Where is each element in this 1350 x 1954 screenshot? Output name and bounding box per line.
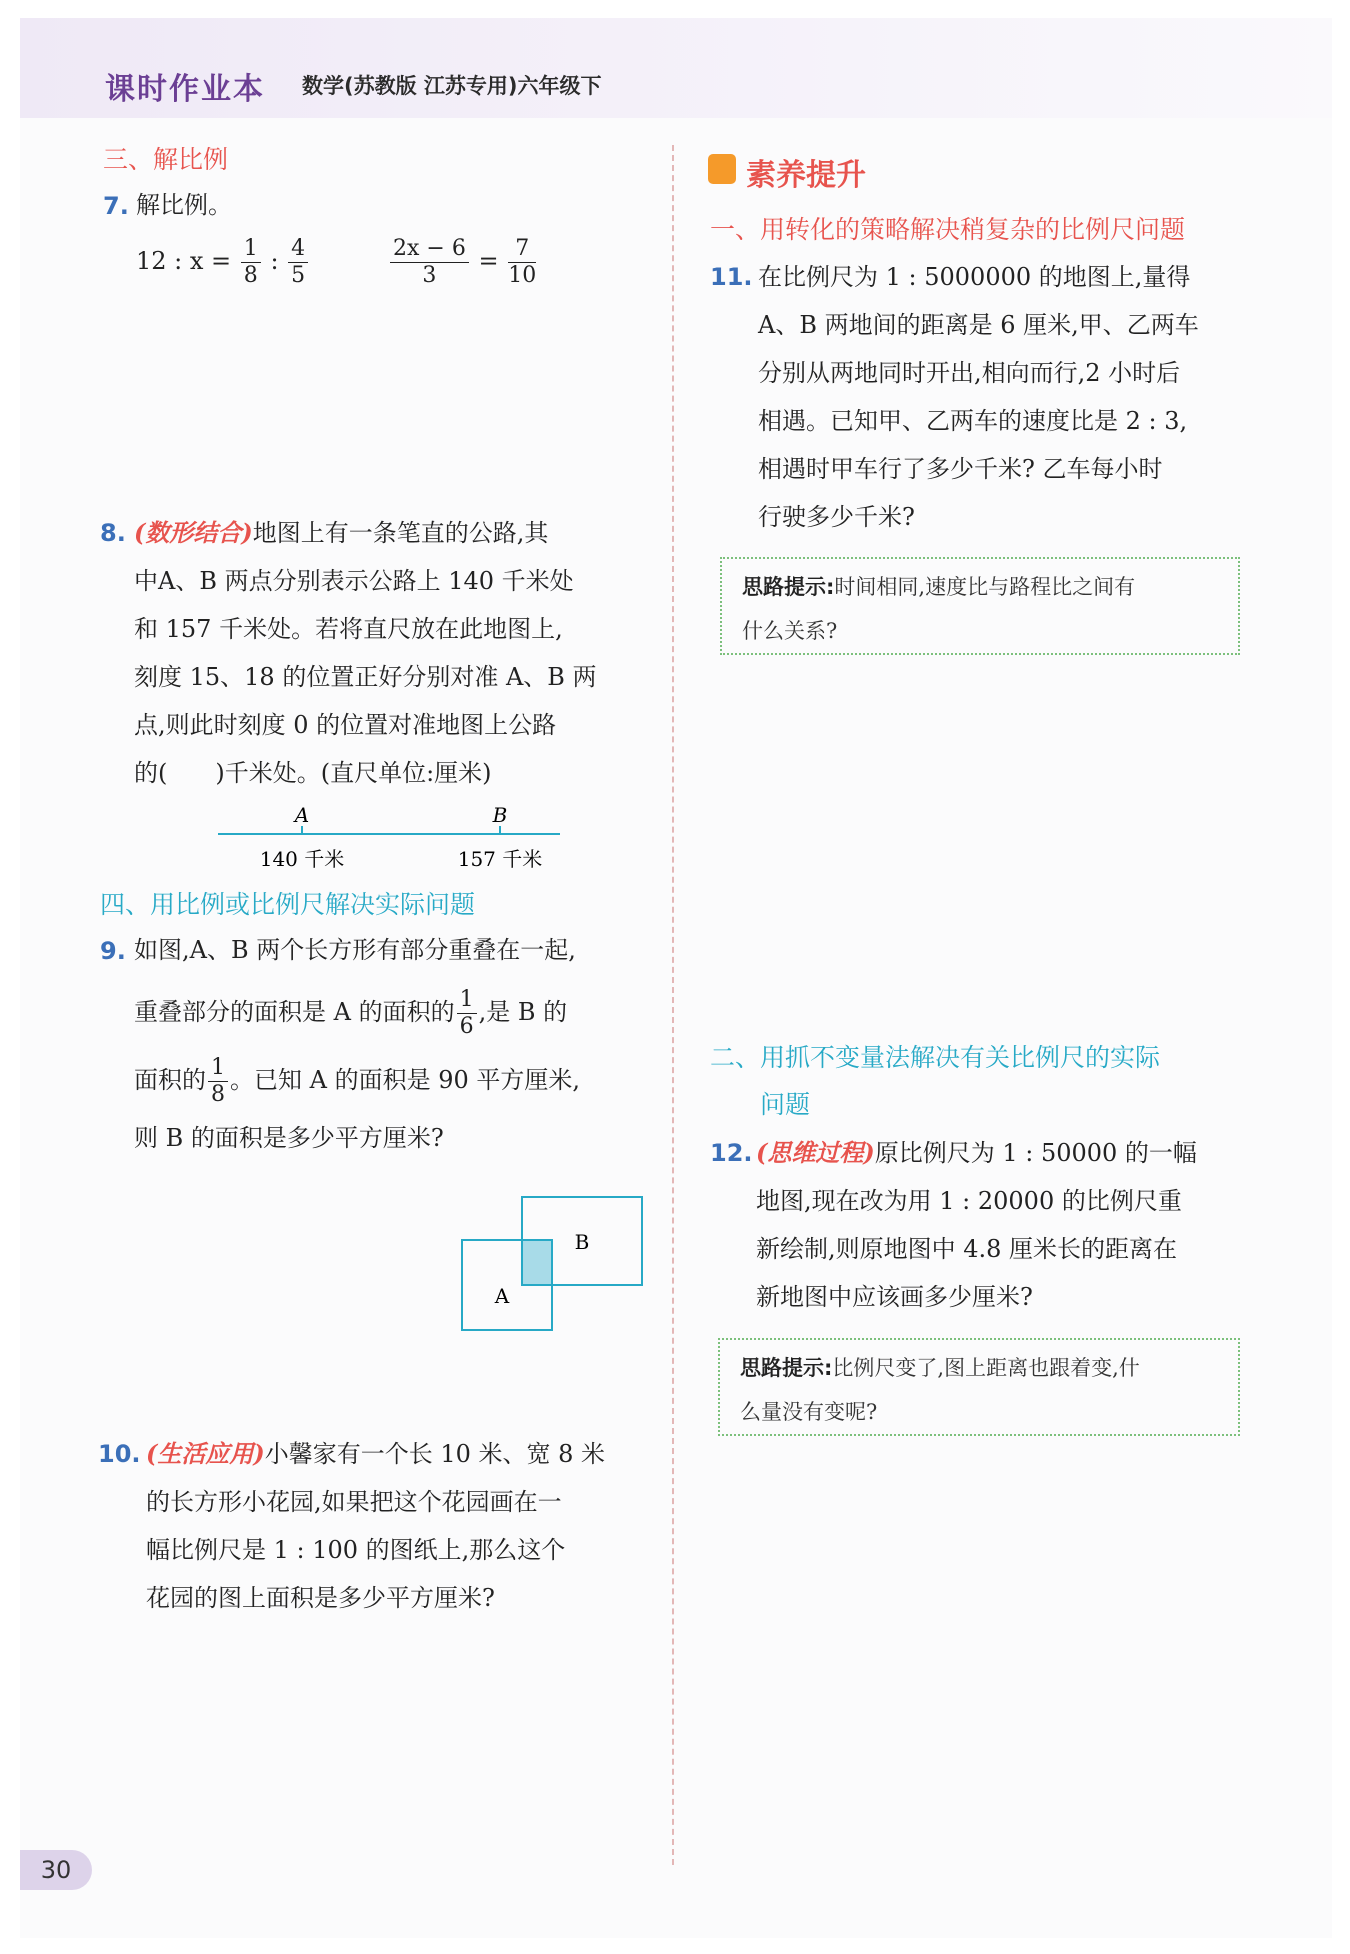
q9-text: 如图,A、B 两个长方形有部分重叠在一起, 重叠部分的面积是 A 的面积的 $\frac{1}{6}$ ,是 B 的 面积的 $\frac{1}{8}$ 。已知 A 的面积是 90 平方厘米, 则 B 的面积是多少平方厘米? [134, 936, 581, 1152]
point-a-distance: 140 千米 [259, 847, 345, 871]
eq2-fraction-2: $\frac{7}{10}$ [508, 236, 537, 288]
overlapping-rectangles [460, 1195, 650, 1335]
q7-text: 解比例。 [136, 191, 232, 219]
q11-text: 在比例尺为 1 : 5000000 的地图上,量得 A、B 两地间的距离是 6 厘米,甲、乙两车 分别从两地同时开出,相向而行,2 小时后 相遇。已知甲、乙两车的速度比是 2 : 3, 相遇时甲车行了多少千米? 乙车每小时 行驶多少千米? [758, 263, 1199, 531]
q7-equation-1 [136, 238, 310, 287]
literacy-icon [708, 154, 736, 184]
q8-tag: (数形结合) [134, 518, 253, 547]
overlap-region [522, 1240, 552, 1285]
q9-number: 9. [100, 937, 126, 965]
q9-fraction-1-6: $\frac{1}{6}$ [457, 989, 477, 1038]
q10-text: (生活应用)小馨家有一个长 10 米、宽 8 米 的长方形小花园,如果把这个花园画在一 幅比例尺是 1 : 100 的图纸上,那么这个 花园的图上面积是多少平方厘米? [146, 1439, 606, 1612]
q10-number: 10. [98, 1440, 141, 1468]
q12-text: (思维过程)原比例尺为 1 : 50000 的一幅 地图,现在改为用 1 : 20000 的比例尺重 新绘制,则原地图中 4.8 厘米长的距离在 新地图中应该画多少厘米? [756, 1138, 1197, 1311]
right-section-2-heading-cont: 问题 [760, 1090, 811, 1119]
hint-1-label: 思路提示: [742, 575, 835, 599]
q12-tag: (思维过程) [756, 1138, 875, 1167]
page-number: 30 [20, 1850, 92, 1890]
subject-title: 数学(苏教版 江苏专用)六年级下 [302, 74, 602, 98]
q12-number: 12. [710, 1139, 753, 1167]
eq1-fraction-2: $\frac{4}{5}$ [288, 238, 308, 287]
q9-fraction-1-8: $\frac{1}{8}$ [208, 1057, 228, 1106]
point-b-label: B [492, 803, 508, 827]
right-section-1-heading: 一、用转化的策略解决稍复杂的比例尺问题 [710, 215, 1186, 244]
road-diagram [210, 800, 570, 880]
q10-tag: (生活应用) [146, 1439, 265, 1468]
hint-box-2: 思路提示:比例尺变了,图上距离也跟着变,什 么量没有变呢? [718, 1338, 1240, 1436]
brand-title: 课时作业本 [105, 72, 265, 107]
eq1-colon: : [270, 247, 279, 275]
q7-equation-2 [388, 238, 538, 287]
q7-number: 7. [103, 192, 129, 220]
section-3-heading: 三、解比例 [103, 145, 229, 174]
section-4-heading: 四、用比例或比例尺解决实际问题 [100, 890, 476, 919]
hint-box-1: 思路提示:时间相同,速度比与路程比之间有 什么关系? [720, 557, 1240, 655]
eq2-fraction-1: $\frac{2x - 6}{3}$ [390, 238, 469, 287]
rectangle-b-label: B [574, 1230, 590, 1254]
hint-2-label: 思路提示: [740, 1356, 833, 1380]
q8-text: (数形结合)地图上有一条笔直的公路,其 中A、B 两点分别表示公路上 140 千米处 和 157 千米处。若将直尺放在此地图上, 刻度 15、18 的位置正好分别对准 A、B 两 点,则此时刻度 0 的位置对准地图上公路 的( )千米处。(直尺单位:厘米) [134, 518, 597, 787]
eq1-prefix: 12 : x = [136, 247, 232, 275]
q8-number: 8. [100, 519, 126, 547]
rectangle-a-label: A [494, 1284, 510, 1308]
point-a-label: A [294, 803, 310, 827]
right-section-2-heading: 二、用抓不变量法解决有关比例尺的实际 [710, 1043, 1161, 1072]
q11-number: 11. [710, 263, 753, 291]
eq2-equals: = [478, 247, 499, 275]
eq1-fraction-1: $\frac{1}{8}$ [241, 238, 261, 287]
literacy-title: 素养提升 [746, 158, 866, 193]
point-b-distance: 157 千米 [457, 847, 543, 871]
